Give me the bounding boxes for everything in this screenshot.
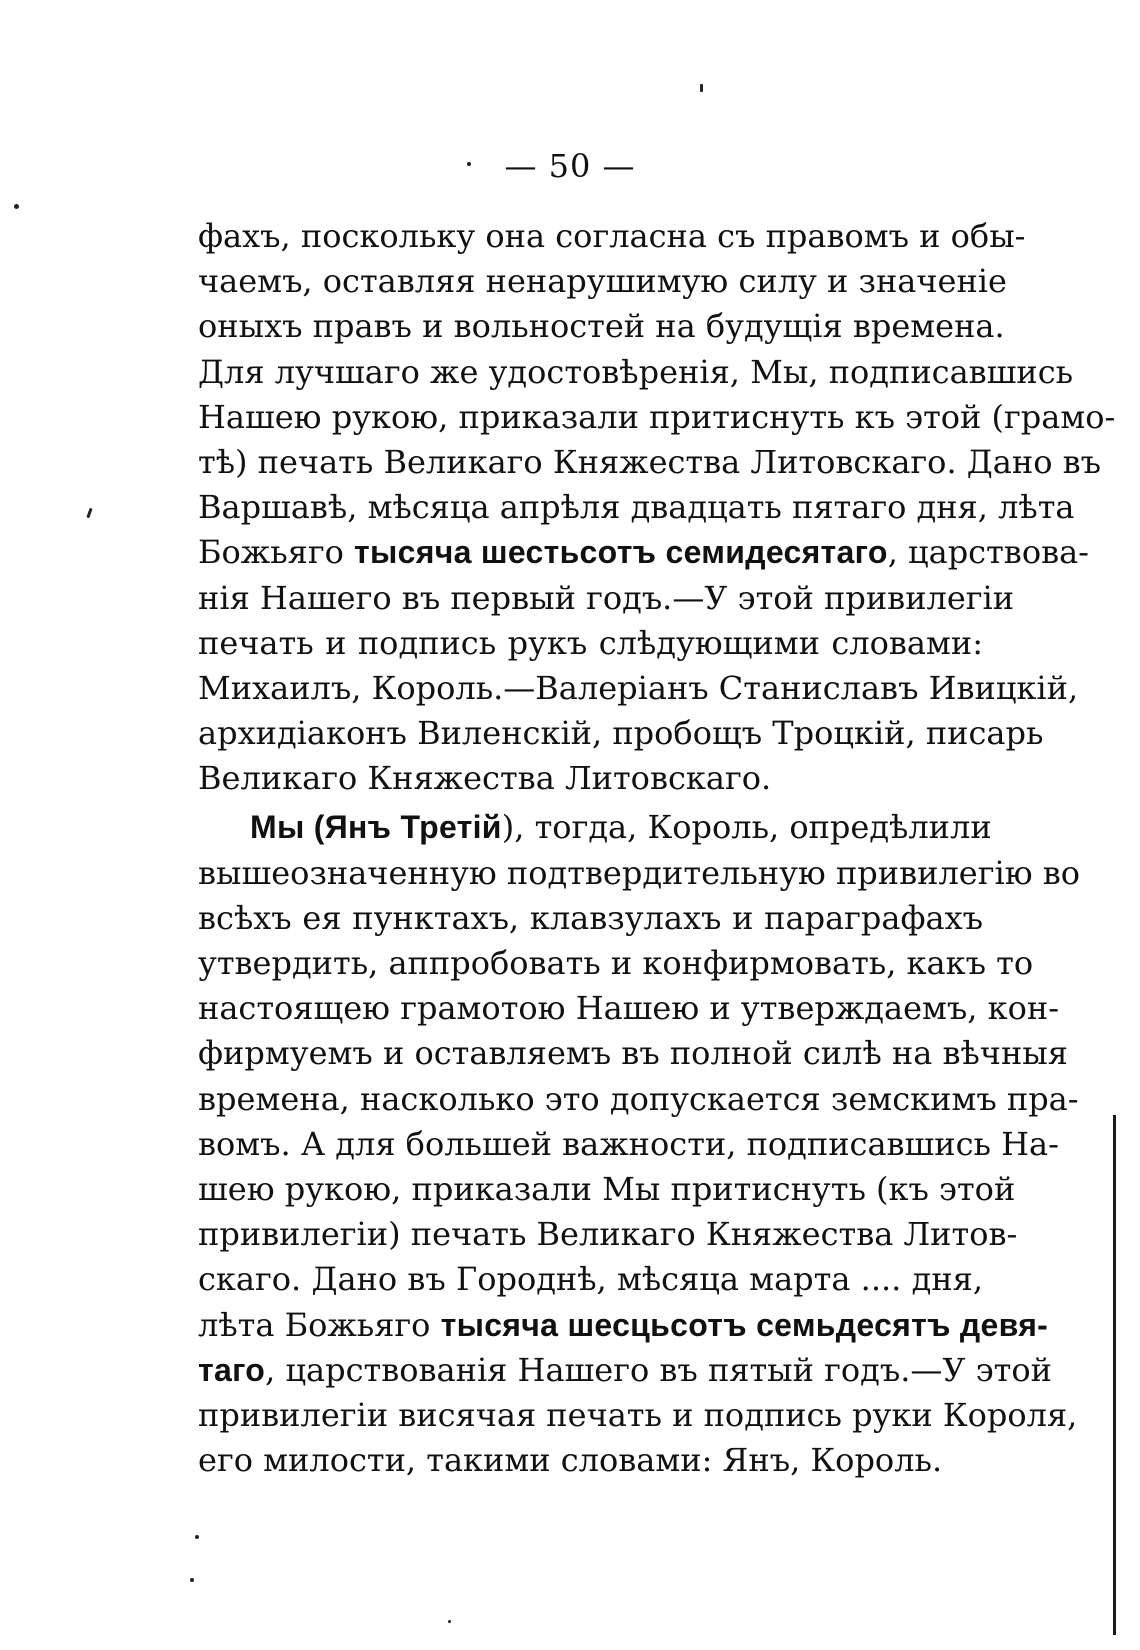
scan-speck [700,84,703,92]
text-segment: Для лучшаго же удостовѣренiя, Мы, подписавшись [198,352,1074,391]
scan-speck [448,1620,451,1623]
text-line [198,896,983,941]
text-line [198,941,1034,986]
text-segment: Божьяго [198,533,355,572]
text-line [198,1212,1018,1257]
text-line [198,485,1075,530]
text-line [198,350,1074,395]
text-segment: Великаго Княжества Литовскаго. [198,759,772,798]
text-segment: чаемъ, оставляя ненарушимую силу и значенiе [198,262,1007,301]
emphasized-text: Мы (Янъ Третiй [250,809,502,846]
text-segment: фирмуемъ и оставляемъ въ полной силѣ на вѣчныя [198,1034,1068,1073]
text-line [198,259,1007,304]
emphasized-text: тысяча шестьсотъ семидесятаго [354,534,888,571]
text-line [198,304,1005,349]
text-segment: ), тогда, Король, опредѣлили [501,808,992,847]
scan-edge-line [1113,1115,1116,1635]
text-segment: вышеозначенную подтвердительную привилегiю во [198,853,1081,892]
text-segment: архидiаконъ Виленскiй, пробощъ Троцкiй, писарь [198,714,1044,753]
text-segment: шею рукою, приказали Мы притиснуть (къ этой [198,1169,1016,1208]
text-line [198,1393,1078,1438]
text-line [198,395,1116,440]
text-line [198,1257,983,1302]
text-line [198,1348,1052,1393]
text-segment: привилегiи) печать Великаго Княжества Литов- [198,1215,1018,1254]
text-segment: настоящею грамотою Нашею и утверждаемъ, кон- [198,989,1060,1028]
text-line [198,666,1079,711]
body-text [198,214,1116,1483]
text-segment: фахъ, поскольку она согласна съ правомъ и обы- [198,217,1026,255]
text-segment: оныхъ правъ и вольностей на будущiя времена. [198,307,1005,346]
text-segment: утвердить, аппробовать и конфирмовать, какъ то [198,944,1034,982]
emphasized-text: тысяча шесцьсотъ семьдесятъ девя- [440,1306,1049,1343]
text-line [198,576,1015,621]
scan-speck [86,508,92,518]
text-line [198,756,983,801]
text-line [198,711,1044,756]
text-segment: Нашею рукою, приказали притиснуть къ этой (грамо- [198,397,1116,436]
text-segment: всѣхъ ея пунктахъ, клавзулахъ и параграфахъ [198,898,983,937]
text-segment: , царствованiя Нашего въ пятый годъ.—У этой [265,1350,1052,1389]
text-segment: Михаилъ, Король.—Валерiанъ Станиславъ Ивицкiй, [198,668,1079,707]
text-line [198,1438,983,1483]
text-line [198,1303,1049,1348]
text-line [198,1077,1079,1122]
scan-speck [467,162,471,166]
text-line [198,214,1026,259]
text-segment: его милости, такими словами: Янъ, Король. [198,1441,943,1480]
text-segment: времена, насколько это допускается земскимъ пра- [198,1079,1079,1118]
text-segment: скаго. Дано въ Городнѣ, мѣсяца марта .... дня, [198,1260,983,1299]
text-segment: привилегiи висячая печать и подпись руки Короля, [198,1395,1078,1434]
text-line [198,1031,1068,1076]
text-line [198,851,1081,896]
text-segment: лѣта Божьяго [198,1305,441,1344]
text-line [198,1167,1016,1212]
text-line [198,1122,1059,1167]
text-segment: вомъ. А для большей важности, подписавшись На- [198,1124,1059,1163]
scan-speck [14,204,19,209]
emphasized-text: таго [198,1351,266,1388]
text-line [198,440,1102,485]
text-segment: тѣ) печать Великаго Княжества Литовскаго. Дано въ [198,442,1102,481]
text-line [198,986,1060,1031]
text-line [198,805,992,850]
text-segment: нiя Нашего въ первый годъ.—У этой привилегiи [198,578,1015,617]
scan-speck [195,1535,199,1539]
scan-speck [190,1578,194,1582]
text-line [198,530,1089,575]
text-segment: Варшавѣ, мѣсяца апрѣля двадцать пятаго дня, лѣта [198,488,1075,527]
text-segment: печать и подпись рукъ слѣдующими словами: [198,623,983,662]
page-number: — 50 — [504,147,636,185]
text-line [198,621,983,666]
text-segment: , царствова- [887,533,1089,572]
